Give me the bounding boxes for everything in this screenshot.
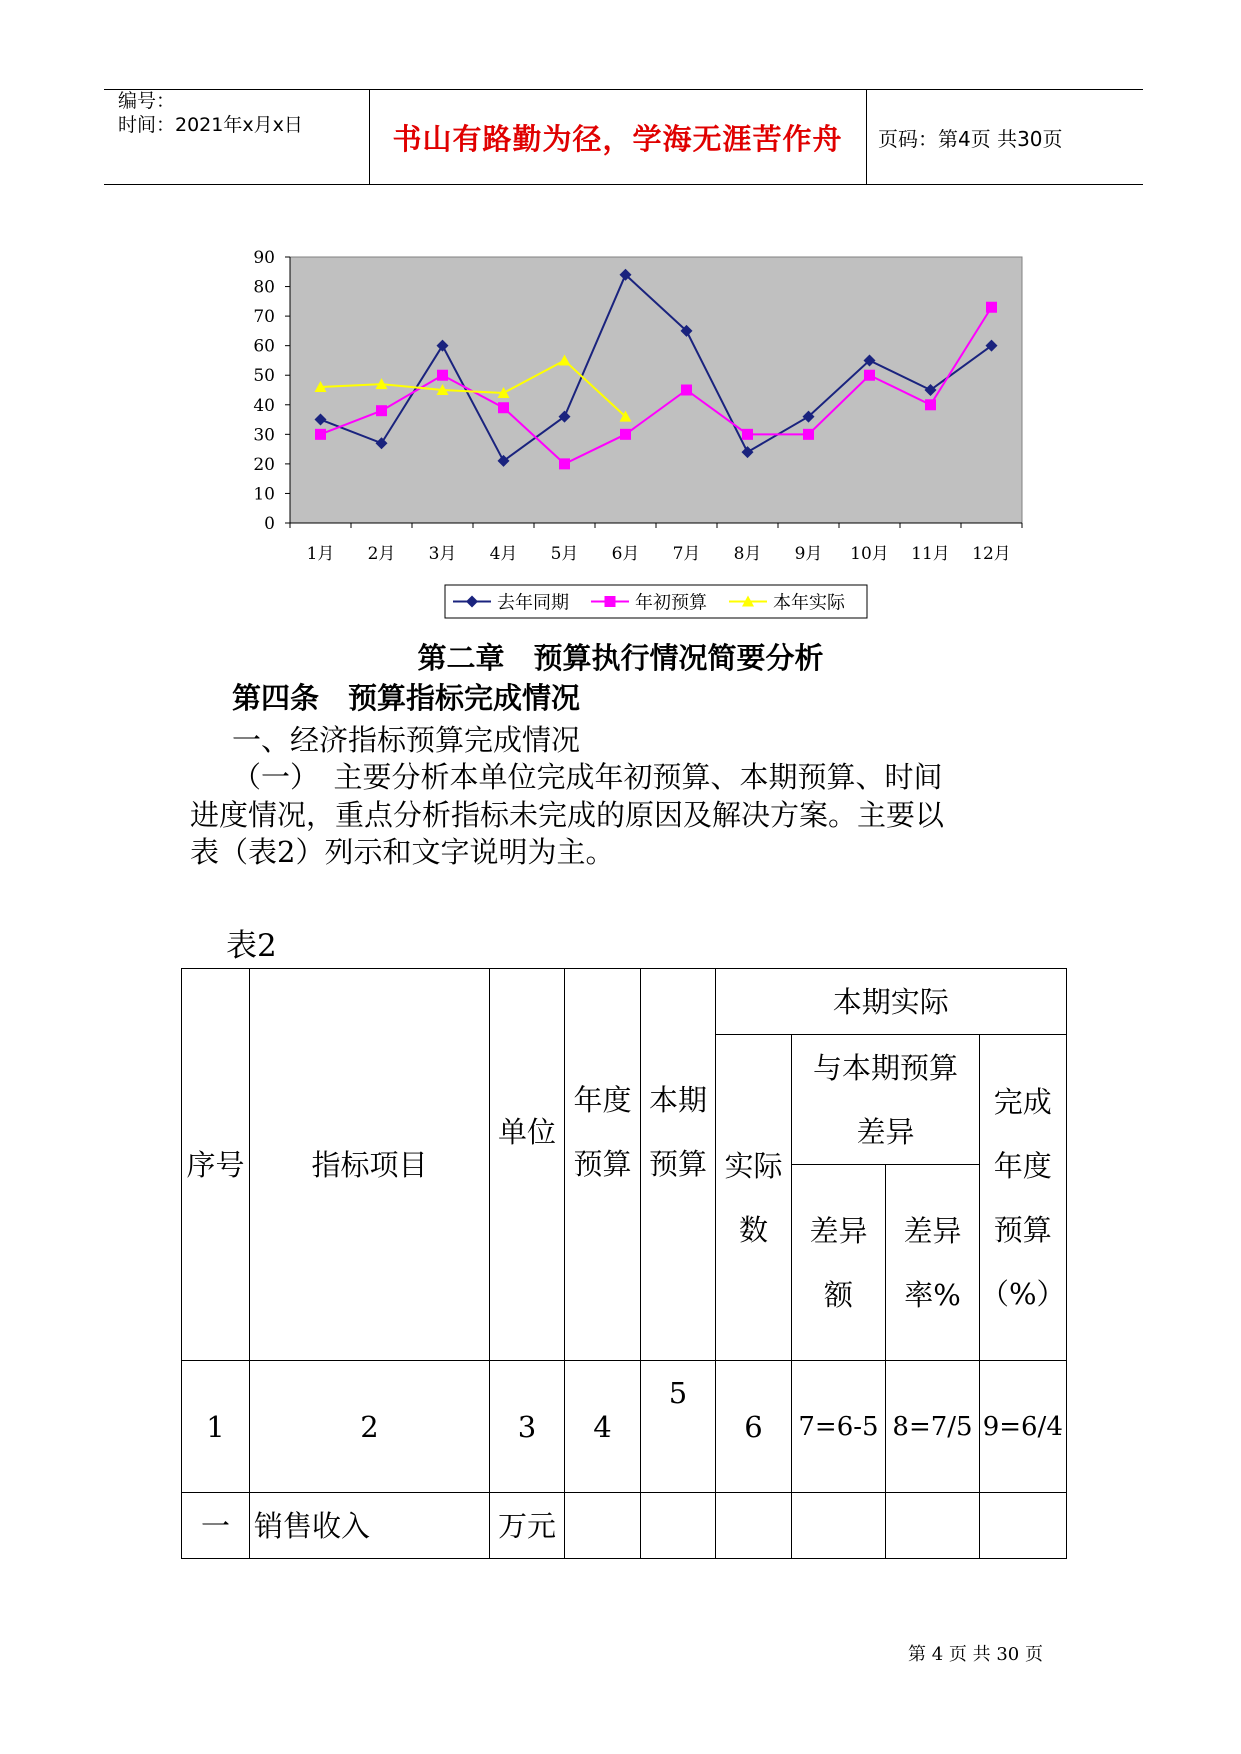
x-tick-label: 11月 (911, 544, 950, 564)
header-unit: 单位 (490, 969, 565, 1361)
paragraph-line-2: 进度情况，重点分析指标未完成的原因及解决方案。主要以 (190, 798, 945, 832)
paragraph-line-1: （一） 主要分析本单位完成年初预算、本期预算、时间 (232, 760, 943, 794)
y-tick-label: 50 (253, 366, 275, 387)
row-unit: 万元 (490, 1493, 565, 1559)
index-cell: 2 (250, 1361, 490, 1493)
index-cell: 8=7/5 (886, 1361, 980, 1493)
article-title: 第四条 预算指标完成情况 (232, 681, 581, 715)
budget-line-chart (0, 0, 1241, 640)
header-complete: 完成年度预算（%） (980, 1035, 1067, 1361)
header-item: 指标项目 (250, 969, 490, 1361)
x-tick-label: 10月 (850, 544, 889, 564)
y-tick-label: 10 (253, 484, 275, 505)
paragraph-line-3: 表（表2）列示和文字说明为主。 (190, 835, 615, 869)
row-empty-cell (980, 1493, 1067, 1559)
data-point (620, 429, 631, 440)
y-tick-label: 0 (264, 514, 275, 534)
table-index-row (182, 1361, 1067, 1493)
plot-area (290, 257, 1022, 523)
y-tick-label: 80 (253, 277, 275, 298)
x-tick-label: 6月 (611, 544, 640, 564)
header-seq: 序号 (182, 969, 250, 1361)
header-period-budget: 本期预算 (641, 969, 716, 1361)
row-empty-cell (565, 1493, 641, 1559)
x-tick-label: 2月 (367, 544, 396, 564)
table-caption: 表2 (226, 928, 277, 964)
data-point (559, 458, 570, 469)
legend-label: 去年同期 (497, 592, 569, 614)
x-tick-label: 5月 (550, 544, 579, 564)
data-point (376, 405, 387, 416)
header-page-info-text: 页码：第4页 共30页 (878, 126, 1063, 151)
legend-label: 年初预算 (635, 592, 707, 614)
header-actual-num: 实际数 (716, 1035, 792, 1361)
row-empty-cell (716, 1493, 792, 1559)
row-empty-cell (641, 1493, 716, 1559)
header-diff-rate: 差异率% (886, 1165, 980, 1361)
row-empty-cell (886, 1493, 980, 1559)
table-row (182, 1493, 1067, 1559)
index-cell: 1 (182, 1361, 250, 1493)
y-tick-label: 30 (253, 425, 275, 446)
x-tick-label: 8月 (733, 544, 762, 564)
chapter-title: 第二章 预算执行情况简要分析 (417, 641, 824, 675)
legend-marker (605, 596, 616, 607)
y-tick-label: 90 (253, 248, 275, 268)
x-tick-label: 4月 (489, 544, 518, 564)
header-period-actual: 本期实际 (716, 969, 1067, 1035)
index-cell: 4 (565, 1361, 641, 1493)
data-point (803, 429, 814, 440)
y-tick-label: 20 (253, 454, 275, 475)
y-tick-label: 40 (253, 395, 275, 416)
data-point (742, 429, 753, 440)
data-point (986, 302, 997, 313)
item-heading: 一、经济指标预算完成情况 (232, 723, 581, 757)
data-point (925, 399, 936, 410)
x-tick-label: 9月 (794, 544, 823, 564)
x-tick-label: 7月 (672, 544, 701, 564)
index-cell: 7=6-5 (792, 1361, 886, 1493)
index-cell: 3 (490, 1361, 565, 1493)
header-time-label: 时间：2021年x月x日 (118, 114, 303, 136)
header-number-label: 编号： (118, 90, 176, 112)
x-tick-label: 12月 (972, 544, 1011, 564)
data-point (864, 370, 875, 381)
row-item: 销售收入 (250, 1493, 490, 1559)
row-empty-cell (792, 1493, 886, 1559)
header-motto: 书山有路勤为径，学海无涯苦作舟 (369, 90, 867, 184)
x-tick-label: 1月 (306, 544, 335, 564)
header-diff: 与本期预算差异 (792, 1035, 980, 1165)
legend-label: 本年实际 (773, 592, 845, 614)
y-tick-label: 70 (253, 307, 275, 328)
index-cell: 5 (641, 1361, 716, 1493)
data-point (498, 402, 509, 413)
data-point (315, 429, 326, 440)
x-tick-label: 3月 (428, 544, 457, 564)
data-point (681, 385, 692, 396)
data-point (437, 370, 448, 381)
y-tick-label: 60 (253, 336, 275, 357)
header-diff-amt: 差异额 (792, 1165, 886, 1361)
page-footer: 第 4 页 共 30 页 (908, 1644, 1043, 1665)
index-cell: 9=6/4 (980, 1361, 1067, 1493)
row-seq: 一 (182, 1493, 250, 1559)
index-cell: 6 (716, 1361, 792, 1493)
header-year-budget: 年度预算 (565, 969, 641, 1361)
budget-table (181, 968, 1067, 1559)
